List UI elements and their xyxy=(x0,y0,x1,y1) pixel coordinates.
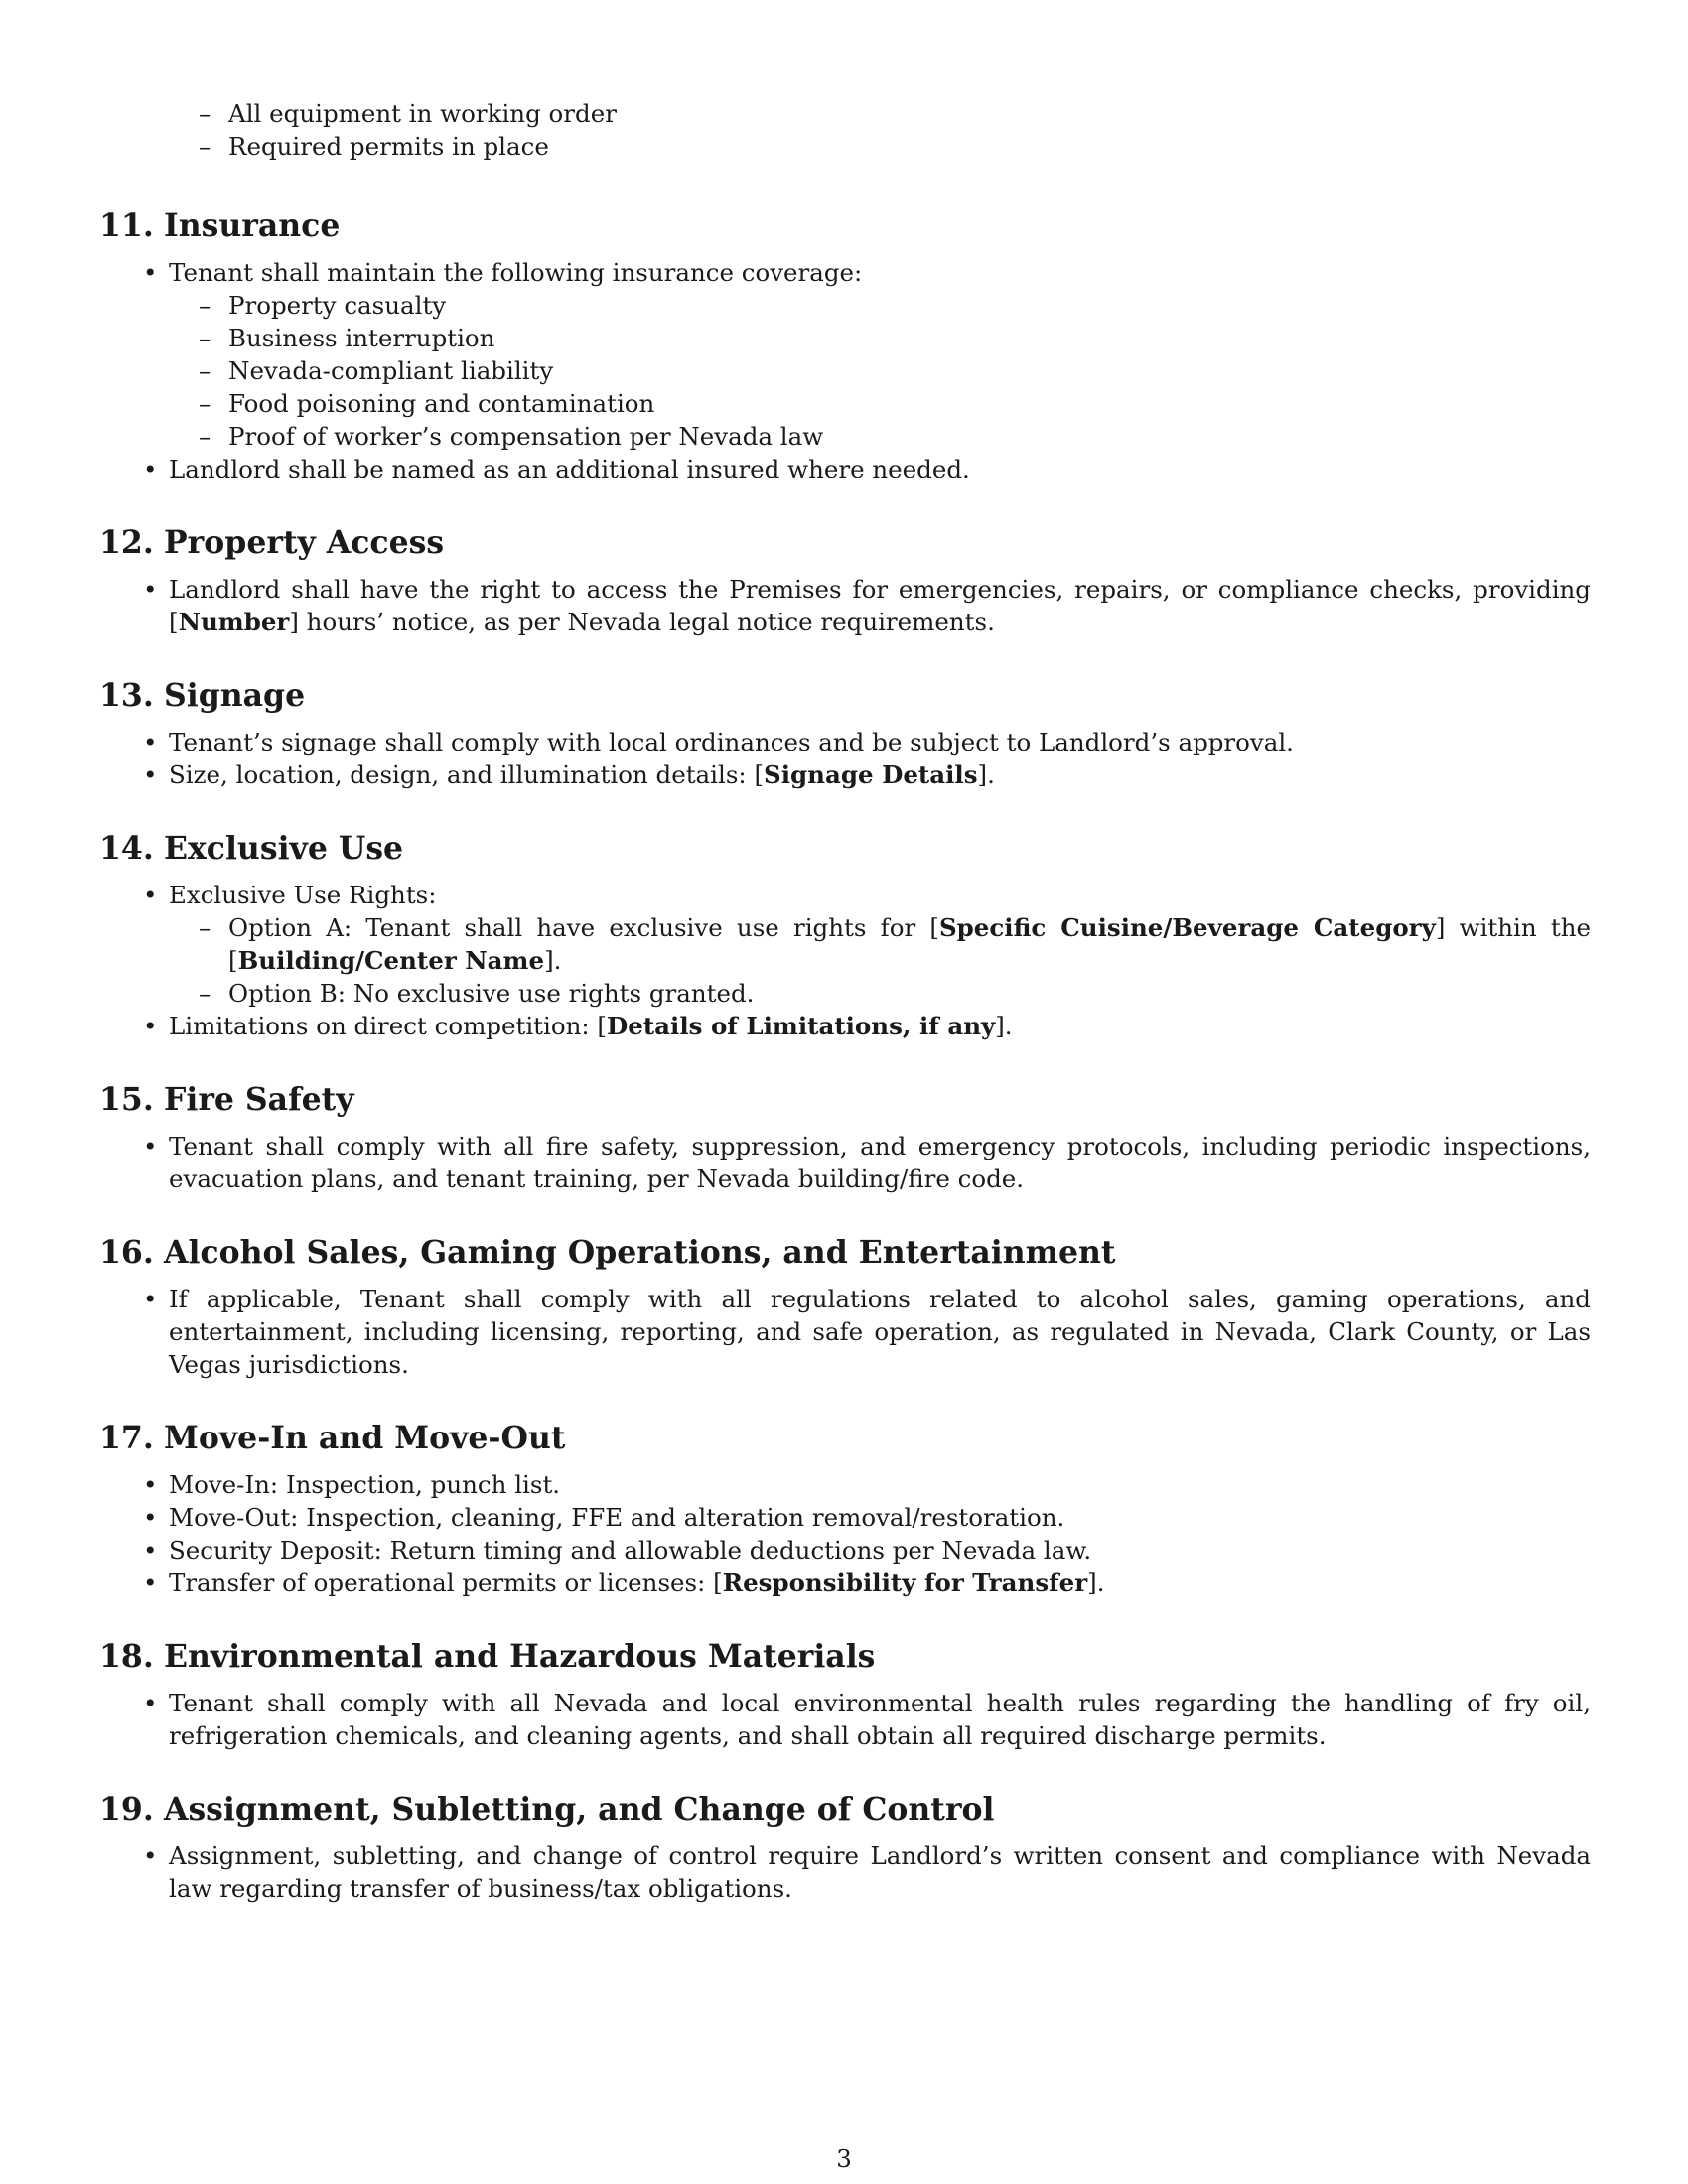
section-signage xyxy=(99,674,1591,791)
section-heading: 14. Exclusive Use xyxy=(99,830,404,867)
continued-sublist xyxy=(99,97,1591,163)
list-item: • Move-In: Inspection, punch list. xyxy=(169,1468,1591,1501)
list-item: • Transfer of operational permits or licenses: [Responsibility for Transfer]. xyxy=(169,1567,1591,1599)
section-property-access xyxy=(99,521,1591,638)
section-environmental-hazardous xyxy=(99,1635,1591,1752)
list-item: • Move-Out: Inspection, cleaning, FFE and alteration removal/restoration. xyxy=(169,1501,1591,1534)
placeholder-field: Signage Details xyxy=(764,760,978,789)
section-heading: 18. Environmental and Hazardous Materials xyxy=(99,1638,876,1675)
placeholder-field: Details of Limitations, if any xyxy=(606,1012,996,1040)
section-move-in-move-out xyxy=(99,1417,1591,1599)
sub-list-item: – Business interruption xyxy=(228,322,1591,354)
section-insurance xyxy=(99,205,1591,485)
section-heading: 19. Assignment, Subletting, and Change of Control xyxy=(99,1791,995,1828)
placeholder-field: Building/Center Name xyxy=(237,946,545,975)
section-alcohol-gaming-entertainment xyxy=(99,1231,1591,1381)
list-item: • Landlord shall be named as an additional insured where needed. xyxy=(169,453,1591,485)
sub-list-item: – Option A: Tenant shall have exclusive use rights for [Specific Cuisine/Beverage Category] within the [Building/Center Name]. xyxy=(228,911,1591,977)
list-item: • Tenant shall maintain the following insurance coverage: – Property casualty – Business interruption – Nevada-compliant liability – Food poisoning and contamination – Proof of worker’s compensation per Nevada law xyxy=(169,256,1591,453)
page-number: 3 xyxy=(836,2144,852,2173)
list-item: • Landlord shall have the right to access the Premises for emergencies, repairs, or compliance checks, providing [Number] hours’ notice, as per Nevada legal notice requirements. xyxy=(169,573,1591,638)
list-item: • Security Deposit: Return timing and allowable deductions per Nevada law. xyxy=(169,1534,1591,1567)
section-heading: 11. Insurance xyxy=(99,207,341,244)
list-item: • Exclusive Use Rights: – Option A: Tenant shall have exclusive use rights for [Specific Cuisine/Beverage Category] within the [Building/Center Name]. – Option B: No exclusive use rights granted. xyxy=(169,879,1591,1010)
sub-list-item: – Property casualty xyxy=(228,289,1591,322)
section-fire-safety xyxy=(99,1078,1591,1195)
list-item: • Limitations on direct competition: [Details of Limitations, if any]. xyxy=(169,1010,1591,1042)
list-item: • Tenant’s signage shall comply with local ordinances and be subject to Landlord’s approval. xyxy=(169,726,1591,758)
list-item: – Required permits in place xyxy=(228,130,1591,163)
placeholder-field: Specific Cuisine/Beverage Category xyxy=(938,913,1436,942)
list-item: • If applicable, Tenant shall comply with all regulations related to alcohol sales, gaming operations, and entertainment, including licensing, reporting, and safe operation, as regulated in Nevada, Clark County, or Las Vegas jurisdictions. xyxy=(169,1283,1591,1381)
section-heading: 17. Move-In and Move-Out xyxy=(99,1420,566,1456)
section-heading: 13. Signage xyxy=(99,677,306,714)
section-exclusive-use xyxy=(99,827,1591,1042)
section-assignment-subletting xyxy=(99,1788,1591,1905)
list-item: – All equipment in working order xyxy=(228,97,1591,130)
list-item: • Size, location, design, and illumination details: [Signage Details]. xyxy=(169,758,1591,791)
section-heading: 15. Fire Safety xyxy=(99,1081,354,1118)
list-item: • Assignment, subletting, and change of control require Landlord’s written consent and compliance with Nevada law regarding transfer of business/tax obligations. xyxy=(169,1840,1591,1905)
list-item: • Tenant shall comply with all fire safety, suppression, and emergency protocols, including periodic inspections, evacuation plans, and tenant training, per Nevada building/fire code. xyxy=(169,1130,1591,1195)
list-item: • Tenant shall comply with all Nevada and local environmental health rules regarding the handling of fry oil, refrigeration chemicals, and cleaning agents, and shall obtain all required discharge permits. xyxy=(169,1687,1591,1752)
section-heading: 12. Property Access xyxy=(99,524,445,561)
sub-list-item: – Option B: No exclusive use rights granted. xyxy=(228,977,1591,1010)
sub-list-item: – Proof of worker’s compensation per Nevada law xyxy=(228,420,1591,453)
section-heading: 16. Alcohol Sales, Gaming Operations, and Entertainment xyxy=(99,1234,1116,1271)
sub-list-item: – Food poisoning and contamination xyxy=(228,387,1591,420)
placeholder-field: Number xyxy=(178,608,290,636)
document-body xyxy=(99,97,1591,1905)
placeholder-field: Responsibility for Transfer xyxy=(722,1569,1088,1597)
sub-list-item: – Nevada-compliant liability xyxy=(228,354,1591,387)
